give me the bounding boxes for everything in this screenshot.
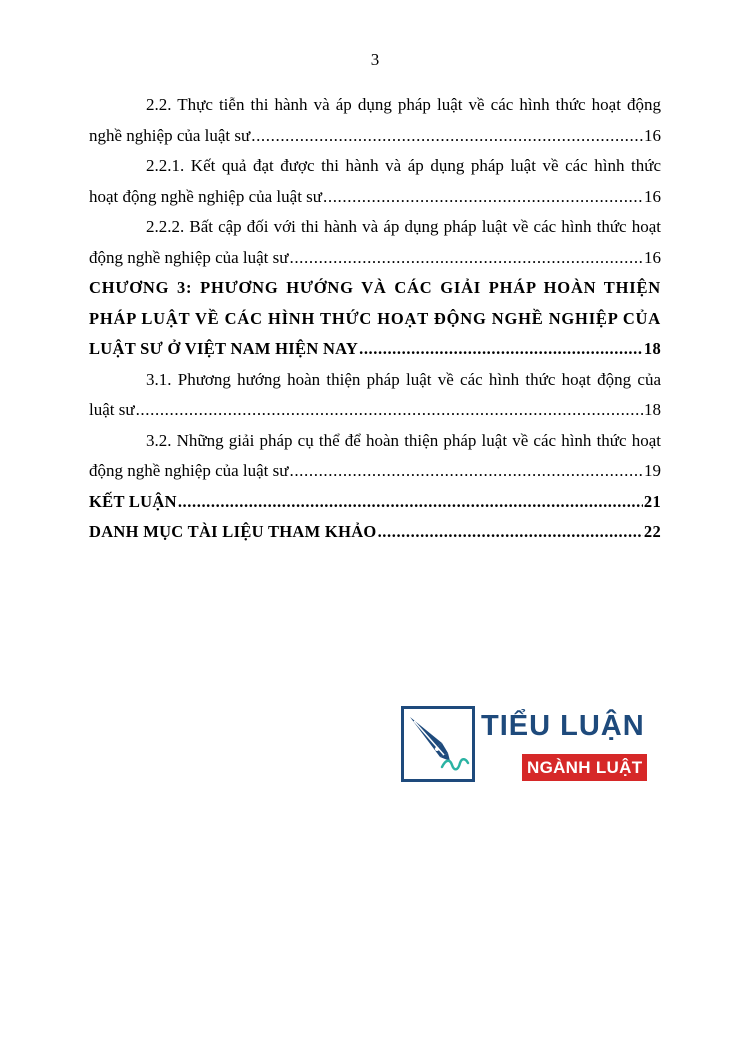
logo-title: TIỂU LUẬN [481, 710, 645, 742]
dot-leader [136, 395, 643, 426]
dot-leader [251, 121, 643, 152]
toc-page-number: 19 [644, 461, 661, 480]
toc-entry-text: 2.2.1. Kết quả đạt được thi hành và áp dụng pháp luật về các hình thức [146, 156, 661, 175]
toc-entry-text: DANH MỤC TÀI LIỆU THAM KHẢO [89, 522, 377, 541]
toc-page-number: 22 [643, 522, 661, 541]
dot-leader [178, 487, 643, 518]
table-of-contents [89, 90, 661, 548]
toc-entry-conclusion[interactable] [89, 487, 661, 518]
toc-entry-text: CHƯƠNG 3: PHƯƠNG HƯỚNG VÀ CÁC GIẢI PHÁP HOÀN THIỆN [89, 278, 661, 297]
toc-page-number: 18 [643, 339, 661, 358]
toc-entry-3-2[interactable] [89, 426, 661, 487]
toc-entry-text-cont: động nghề nghiệp của luật sư [89, 461, 289, 480]
dot-leader [289, 456, 643, 487]
toc-entry-text: 3.1. Phương hướng hoàn thiện pháp luật về các hình thức hoạt động của [146, 369, 661, 389]
toc-entry-text-cont: nghề nghiệp của luật sư [89, 125, 251, 145]
toc-entry-text: KẾT LUẬN [89, 491, 177, 511]
toc-entry-text-cont: động nghề nghiệp của luật sư [89, 247, 289, 267]
brand-logo [401, 706, 645, 786]
fountain-pen-nib-icon [401, 706, 475, 782]
toc-entry-text-cont: luật sư [89, 400, 135, 419]
toc-page-number: 18 [644, 400, 661, 419]
toc-entry-2-2-1[interactable] [89, 151, 661, 212]
dot-leader [378, 517, 643, 548]
dot-leader [289, 243, 643, 274]
dot-leader [323, 182, 643, 213]
toc-entry-2-2[interactable] [89, 90, 661, 151]
toc-entry-text-cont: hoạt động nghề nghiệp của luật sư [89, 186, 322, 206]
toc-page-number: 16 [644, 247, 661, 267]
toc-page-number: 16 [644, 125, 661, 145]
dot-leader [359, 334, 643, 365]
toc-entry-references[interactable] [89, 517, 661, 548]
toc-entry-3-1[interactable] [89, 365, 661, 426]
toc-page-number: 21 [643, 491, 661, 511]
toc-entry-text-cont: LUẬT SƯ Ở VIỆT NAM HIỆN NAY [89, 339, 359, 358]
toc-entry-chapter-3[interactable] [89, 273, 661, 365]
toc-page-number: 16 [644, 186, 661, 206]
toc-entry-text: 3.2. Những giải pháp cụ thể để hoàn thiện pháp luật về các hình thức hoạt [146, 430, 661, 450]
toc-entry-text: 2.2.2. Bất cập đối với thi hành và áp dụng pháp luật về các hình thức hoạt [146, 217, 661, 236]
toc-entry-2-2-2[interactable] [89, 212, 661, 273]
logo-subtitle: NGÀNH LUẬT [522, 754, 647, 781]
toc-entry-text-cont: PHÁP LUẬT VỀ CÁC HÌNH THỨC HOẠT ĐỘNG NGHỀ NGHIỆP CỦA [89, 308, 661, 328]
page-number: 3 [370, 50, 380, 69]
toc-entry-text: 2.2. Thực tiễn thi hành và áp dụng pháp luật về các hình thức hoạt động [146, 95, 661, 114]
